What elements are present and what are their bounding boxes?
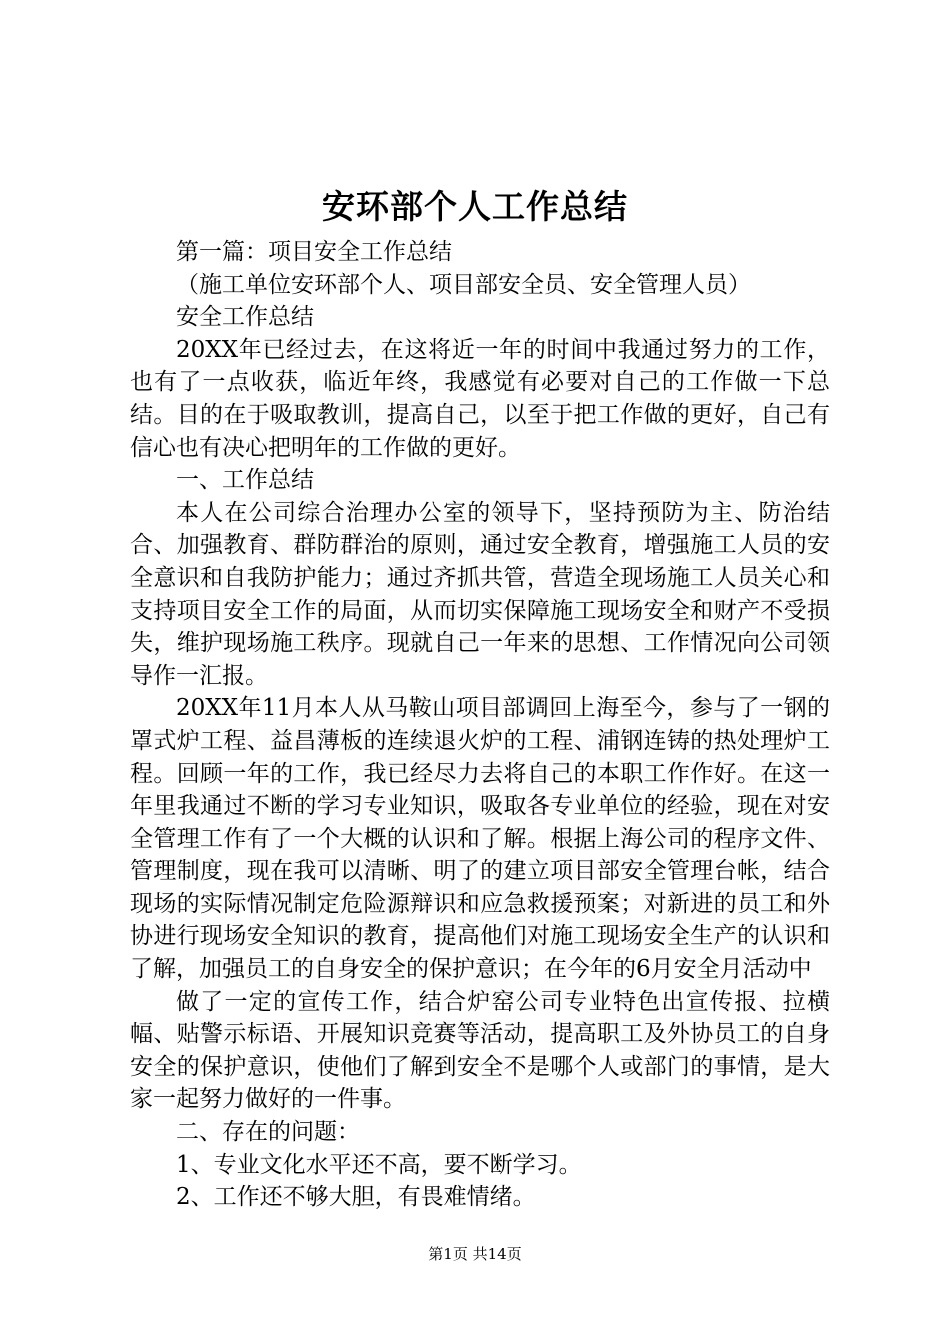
subtitle-paragraph: （施工单位安环部个人、项目部安全员、安全管理人员） — [176, 271, 751, 298]
section-heading: 二、存在的问题： — [176, 1119, 360, 1146]
list-item: 1、专业文化水平还不高，要不断学习。 — [176, 1151, 582, 1178]
page-number-footer: 第1页 共14页 — [428, 1245, 522, 1263]
body-paragraph: 20XX年已经过去，在这将近一年的时间中我通过努力的工作，也有了一点收获，临近年终，我感觉有必要对自己的工作做一下总结。目的在于吸取教训，提高自己，以至于把工作做的更好，自己有信心也有决心把明年的工作做的更好。 — [130, 336, 830, 461]
body-paragraph: 本人在公司综合治理办公室的领导下，坚持预防为主、防治结合、加强教育、群防群治的原则，通过安全教育，增强施工人员的安全意识和自我防护能力；通过齐抓共管，营造全现场施工人员关心和支持项目安全工作的局面，从而切实保障施工现场安全和财产不受损失，维护现场施工秩序。现就自己一年来的思想、工作情况向公司领导作一汇报。 — [130, 499, 830, 689]
document-body — [130, 236, 830, 1214]
page-title: 安环部个人工作总结 — [322, 187, 628, 226]
list-item: 2、工作还不够大胆，有畏难情绪。 — [176, 1184, 536, 1211]
subheading: 安全工作总结 — [176, 304, 314, 331]
section-heading: 第一篇：项目安全工作总结 — [176, 239, 452, 265]
body-paragraph: 做了一定的宣传工作，结合炉窑公司专业特色出宣传报、拉横幅、贴警示标语、开展知识竞赛等活动，提高职工及外协员工的自身安全的保护意识，使他们了解到安全不是哪个人或部门的事情，是大家一起努力做好的一件事。 — [130, 988, 830, 1113]
section-heading: 一、工作总结 — [176, 467, 314, 494]
body-paragraph: 20XX年11月本人从马鞍山项目部调回上海至今，参与了一钢的罩式炉工程、益昌薄板的连续退火炉的工程、浦钢连铸的热处理炉工程。回顾一年的工作，我已经尽力去将自己的本职工作作好。在这一年里我通过不断的学习专业知识，吸取各专业单位的经验，现在对安全管理工作有了一个大概的认识和了解。根据上海公司的程序文件、管理制度，现在我可以清晰、明了的建立项目部安全管理台帐，结合现场的实际情况制定危险源辩识和应急救援预案；对新进的员工和外协进行现场安全知识的教育，提高他们对施工现场安全生产的认识和了解，加强员工的自身安全的保护意识；在今年的6月安全月活动中 — [130, 695, 830, 983]
